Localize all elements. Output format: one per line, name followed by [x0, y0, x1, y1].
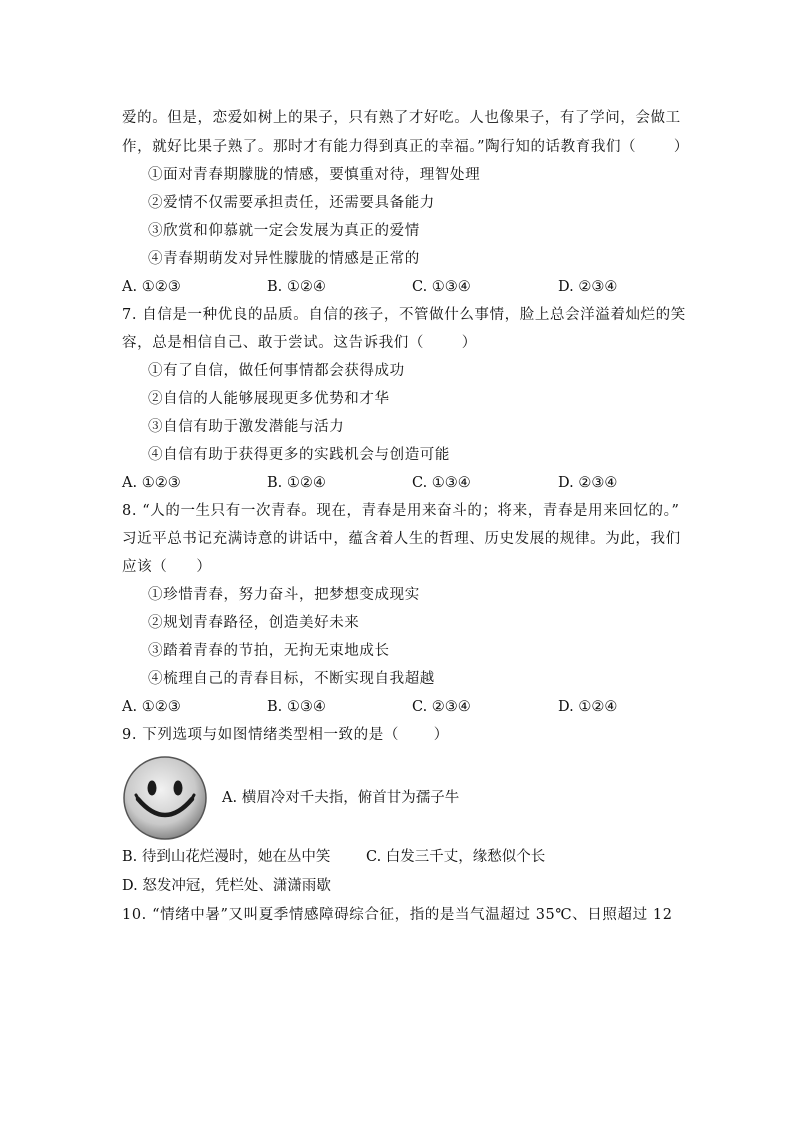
q9-option-d[interactable]: D. 怒发冲冠，凭栏处、潇潇雨歇: [122, 878, 331, 894]
q7-item-4: ④自信有助于获得更多的实践机会与创造可能: [148, 447, 450, 463]
q8-stem-line1: 8. “人的一生只有一次青春。现在，青春是用来奋斗的；将来，青春是用来回忆的。”: [122, 503, 680, 519]
q8-item-3: ③踏着青春的节拍，无拘无束地成长: [148, 643, 390, 659]
q9-paren-close: ）: [433, 727, 449, 743]
q7-item-1: ①有了自信，做任何事情都会获得成功: [148, 363, 405, 379]
q6-item-3: ③欣赏和仰慕就一定会发展为真正的爱情: [148, 223, 420, 239]
q8-option-c[interactable]: C. ②③④: [412, 699, 471, 715]
q9-option-b[interactable]: B. 待到山花烂漫时，她在丛中笑: [122, 849, 331, 865]
q8-item-2: ②规划青春路径，创造美好未来: [148, 615, 360, 631]
q8-paren-close: ）: [196, 559, 212, 575]
q6-item-2: ②爱情不仅需要承担责任，还需要具备能力: [148, 195, 435, 211]
q6-option-b[interactable]: B. ①②④: [267, 279, 326, 295]
q6-option-d[interactable]: D. ②③④: [558, 279, 618, 295]
q6-stem-line2: [122, 137, 689, 157]
q7-option-a[interactable]: A. ①②③: [122, 475, 181, 491]
q8-option-b[interactable]: B. ①③④: [267, 699, 326, 715]
q7-option-c[interactable]: C. ①③④: [412, 475, 471, 491]
q6-item-1: ①面对青春期朦胧的情感，要慎重对待，理智处理: [148, 167, 481, 183]
q8-stem-text: 应该（: [122, 559, 168, 575]
q6-option-a[interactable]: A. ①②③: [122, 279, 181, 295]
q7-paren-close: ）: [461, 335, 477, 351]
q8-option-d[interactable]: D. ①②④: [558, 699, 618, 715]
q6-stem-text: 作，就好比果子熟了。那时才有能力得到真正的幸福。”陶行知的话教育我们（: [122, 139, 637, 155]
q6-paren-close: ）: [673, 139, 689, 155]
q8-item-1: ①珍惜青春，努力奋斗，把梦想变成现实: [148, 587, 420, 603]
q9-stem: [122, 725, 449, 745]
q7-item-2: ②自信的人能够展现更多优势和才华: [148, 391, 390, 407]
q7-option-b[interactable]: B. ①②④: [267, 475, 326, 491]
q6-option-c[interactable]: C. ①③④: [412, 279, 471, 295]
q7-stem-line1: 7. 自信是一种优良的品质。自信的孩子，不管做什么事情，脸上总会洋溢着灿烂的笑: [122, 307, 686, 323]
q8-stem-line3: [122, 557, 211, 577]
q7-option-d[interactable]: D. ②③④: [558, 475, 618, 491]
smiley-face-image: [122, 755, 208, 841]
q9-option-c[interactable]: C. 白发三千丈，缘愁似个长: [366, 849, 546, 865]
q7-item-3: ③自信有助于激发潜能与活力: [148, 419, 345, 435]
q6-item-4: ④青春期萌发对异性朦胧的情感是正常的: [148, 251, 420, 267]
q8-item-4: ④梳理自己的青春目标，不断实现自我超越: [148, 671, 435, 687]
q7-stem-text: 容，总是相信自己、敢于尝试。这告诉我们（: [122, 335, 424, 351]
q8-stem-line2: 习近平总书记充满诗意的讲话中，蕴含着人生的哲理、历史发展的规律。为此，我们: [122, 531, 681, 547]
q7-stem-line2: [122, 333, 477, 353]
q10-stem-line1: 10. “情绪中暑”又叫夏季情感障碍综合征，指的是当气温超过 35℃、日照超过 12: [122, 907, 673, 923]
q8-option-a[interactable]: A. ①②③: [122, 699, 181, 715]
q9-option-a[interactable]: A. 横眉冷对千夫指，俯首甘为孺子牛: [222, 790, 460, 806]
q9-stem-text: 9. 下列选项与如图情绪类型相一致的是（: [122, 727, 399, 743]
q6-stem-line1: 爱的。但是，恋爱如树上的果子，只有熟了才好吃。人也像果子，有了学问，会做工: [122, 110, 681, 126]
